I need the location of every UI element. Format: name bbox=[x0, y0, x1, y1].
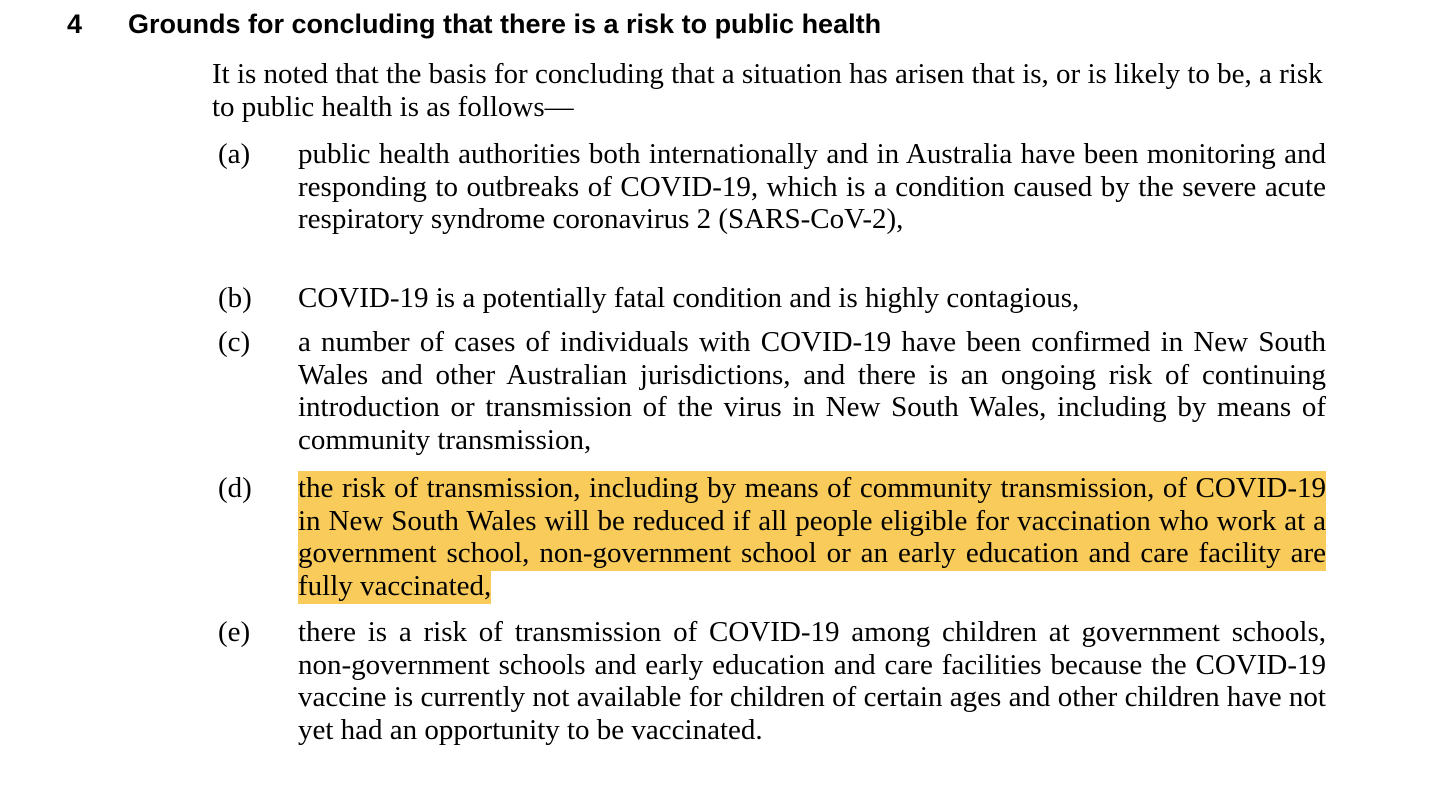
item-text-a: public health authorities both internationally and in Australia have been monitoring and responding to outbreaks of COVID-19, which is a condition caused by the severe acute respiratory syndrome coronavirus 2 (SARS-CoV-2), bbox=[298, 138, 1326, 235]
list-item-d bbox=[212, 472, 1326, 602]
item-label-d: (d) bbox=[218, 472, 252, 504]
section-title: Grounds for concluding that there is a risk to public health bbox=[128, 9, 882, 39]
item-text-e: there is a risk of transmission of COVID-19 among children at government schools, non-government schools and early education and care facilities because the COVID-19 vaccine is currently not available for children of certain ages and other children have not yet had an opportunity to be vaccinated. bbox=[298, 616, 1326, 746]
list-item-a bbox=[212, 138, 1326, 236]
item-label-e: (e) bbox=[218, 616, 251, 648]
list-item-b bbox=[212, 282, 1326, 315]
section-number: 4 bbox=[67, 9, 83, 39]
item-label-b: (b) bbox=[218, 282, 252, 314]
item-text-c: a number of cases of individuals with COVID-19 have been confirmed in New South Wales and other Australian jurisdictions, and there is an ongoing risk of continuing introduction or transmission of the virus in New South Wales, including by means of community transmission, bbox=[298, 326, 1326, 456]
item-label-c: (c) bbox=[218, 326, 251, 358]
item-text-d bbox=[298, 472, 1326, 602]
list-item-c bbox=[212, 326, 1326, 456]
list-item-e bbox=[212, 616, 1326, 746]
intro-paragraph: It is noted that the basis for concluding that a situation has arisen that is, or is likely to be, a risk to public health is as follows— bbox=[212, 58, 1323, 123]
item-label-a: (a) bbox=[218, 138, 251, 170]
highlighted-text: the risk of transmission, including by means of community transmission, of COVID-19 in New South Wales will be reduced if all people eligible for vaccination who work at a government school, non-government school or an early education and care facility are fully vaccinated, bbox=[298, 472, 1326, 602]
section-heading bbox=[0, 6, 1456, 42]
item-text-b: COVID-19 is a potentially fatal condition and is highly contagious, bbox=[298, 282, 1080, 314]
